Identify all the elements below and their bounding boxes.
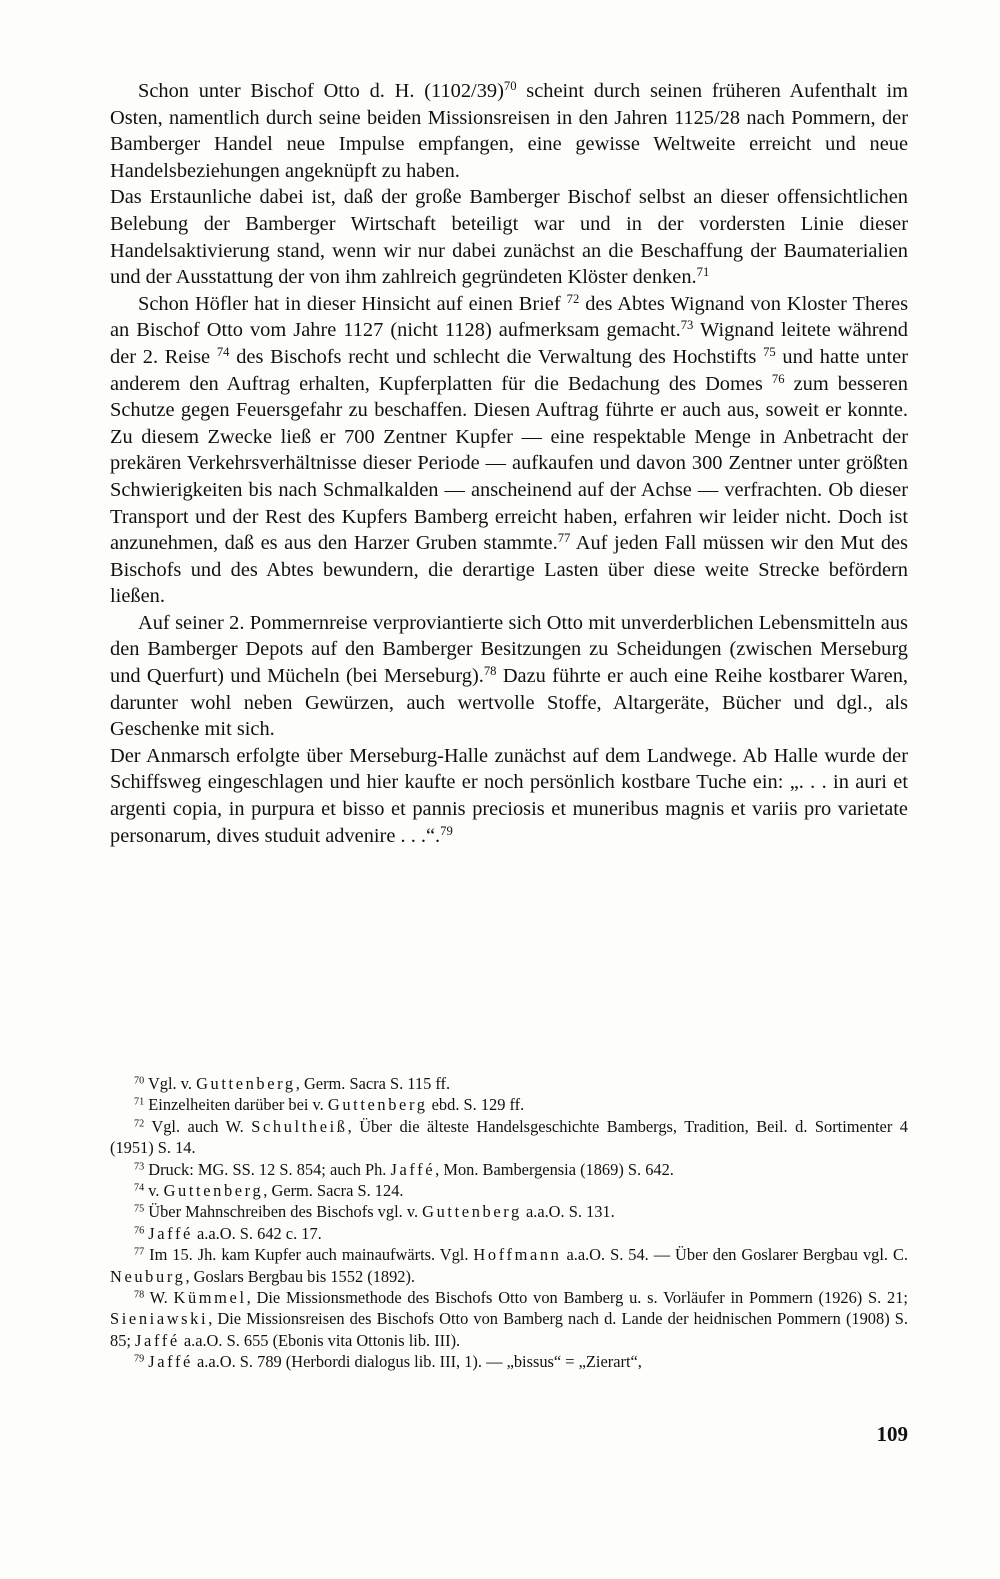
author-name: Neuburg <box>110 1266 186 1286</box>
footnote-78 <box>110 1287 908 1351</box>
author-name: Guttenberg <box>196 1074 296 1093</box>
footnote-text: Über Mahnschreiben des Bischofs vgl. v. <box>148 1202 423 1222</box>
footnote-text: , Germ. Sacra S. 115 ff. <box>295 1074 451 1093</box>
paragraph-1 <box>110 78 908 184</box>
text-run: Auf jeden Fall müssen wir den Mut des Bischofs und des Abtes bewundern, die derartige Lasten über diese weite Strecke befördern ließen. <box>110 532 908 608</box>
footnote-text: , Germ. Sacra S. 124. <box>263 1181 404 1201</box>
author-name: Jaffé <box>390 1159 436 1179</box>
footnote-ref-76: 76 <box>771 371 785 386</box>
footnote-number: 71 <box>134 1096 145 1108</box>
footnote-text: , Über die älteste Handelsgeschichte Bambergs, Tradition, Beil. d. Sortimenter 4 (1951) S. 14. <box>110 1116 908 1158</box>
footnote-number: 76 <box>134 1225 145 1237</box>
footnote-77 <box>110 1244 908 1287</box>
text-run: Schon Höfler hat in dieser Hinsicht auf einen Brief <box>138 292 567 315</box>
footnote-text: a.a.O. S. 54. — Über den Goslarer Bergbau vgl. C. <box>561 1245 908 1265</box>
footnote-text: v. <box>148 1181 164 1201</box>
footnote-ref-74: 74 <box>216 344 230 359</box>
text-run: Auf seiner 2. Pommernreise verproviantierte sich Otto mit unverderblichen Lebensmitteln aus den Bamberger Depots auf den Bamberger Besitzungen zu Scheidungen (zwischen Merseburg und Querfurt) und Mücheln (bei Merseburg). <box>110 611 908 688</box>
paragraph-3 <box>110 291 908 610</box>
footnote-text: Vgl. v. <box>147 1074 197 1093</box>
text-run: Der Anmarsch erfolgte über Merseburg-Halle zunächst auf dem Landwege. Ab Halle wurde der Schiffsweg eingeschlagen und hier kaufte er noch persönlich kostbare Tuche ein: „. . . in auri et argenti copia, in purpura et bisso et pannis preciosis et muneribus magnis et variis pro varietate personarum, dives studuit advenire . . .“. <box>110 744 908 847</box>
text-run: und hatte unter anderem den Auftrag erhalten, Kupferplatten für die Bedachung des Domes <box>110 345 908 395</box>
text-run: Dazu führte er auch eine Reihe kostbarer Waren, darunter wohl neben Gewürzen, auch wertvolle Stoffe, Altargeräte, Bücher und dgl., als Geschenke mit sich. <box>110 665 908 741</box>
text-run: des Bischofs recht und schlecht die Verwaltung des Hochstifts <box>229 345 764 368</box>
footnote-ref-78: 78 <box>483 664 497 679</box>
text-run: Schon unter Bischof Otto d. H. (1102/39) <box>138 80 504 102</box>
footnote-text: , Die Missionsreisen des Bischofs Otto von Bamberg nach d. Lande der heidnischen Pommern (1908) S. 85; <box>110 1309 908 1350</box>
author-name: Kümmel <box>173 1288 247 1308</box>
footnote-text: , Mon. Bambergensia (1869) S. 642. <box>435 1159 674 1179</box>
main-text <box>110 78 908 849</box>
footnotes <box>110 1073 908 1373</box>
footnote-text: a.a.O. S. 655 (Ebonis vita Ottonis lib. III). <box>179 1330 461 1350</box>
author-name: Jaffé <box>135 1330 180 1350</box>
footnote-number: 73 <box>134 1161 145 1173</box>
paragraph-4 <box>110 610 908 743</box>
author-name: Hoffmann <box>473 1245 562 1265</box>
footnote-text: Einzelheiten darüber bei v. <box>148 1095 328 1115</box>
footnote-text: a.a.O. S. 131. <box>521 1202 615 1222</box>
footnote-number: 78 <box>134 1289 145 1301</box>
footnote-71 <box>110 1094 908 1115</box>
author-name: Jaffé <box>148 1223 193 1243</box>
paragraph-5 <box>110 743 908 849</box>
text-run: Wignand leitete während der 2. Reise <box>110 319 908 368</box>
author-name: Schultheiß <box>251 1116 348 1136</box>
text-run: scheint durch seinen früheren Aufenthalt im Osten, namentlich durch seine beiden Missionsreisen in den Jahren 1125/28 nach Pommern, der Bamberger Handel neue Impulse empfangen, eine gewisse Weltweite erreicht und neue Handelsbeziehungen angeknüpft zu haben. <box>110 80 908 182</box>
footnote-text: Im 15. Jh. kam Kupfer auch mainaufwärts. Vgl. <box>149 1245 474 1265</box>
footnote-ref-79: 79 <box>440 823 453 838</box>
footnote-number: 79 <box>134 1353 145 1365</box>
author-name: Guttenberg <box>422 1202 522 1222</box>
footnote-text: ebd. S. 129 ff. <box>427 1095 525 1115</box>
footnote-76 <box>110 1223 908 1244</box>
text-run: zum besseren Schutze gegen Feuersgefahr zu beschaffen. Diesen Auftrag führte er auch aus, soweit er konnte. Zu diesem Zwecke ließ er 700 Zentner Kupfer — eine respektable Menge in Anbetracht der prekären Verkehrsverhältnisse dieser Periode — aufkaufen und davon 300 Zentner unter größten Schwierigkeiten bis nach Schmalkalden — anscheinend auf der Achse — verfrachten. Ob dieser Transport und der Rest des Kupfers Bamberg erreicht haben, erfahren wir leider nicht. Doch ist anzunehmen, daß es aus den Harzer Gruben stammte. <box>110 372 908 555</box>
footnote-ref-70: 70 <box>503 79 517 94</box>
footnote-number: 70 <box>134 1075 145 1087</box>
footnote-text: , Goslars Bergbau bis 1552 (1892). <box>185 1266 416 1286</box>
footnote-text: a.a.O. S. 642 c. 17. <box>192 1223 322 1243</box>
footnote-79 <box>110 1351 908 1372</box>
footnote-70 <box>110 1073 908 1094</box>
footnote-ref-71: 71 <box>696 265 710 280</box>
footnote-ref-72: 72 <box>566 291 580 306</box>
footnote-text: Vgl. auch W. <box>151 1116 252 1136</box>
footnote-number: 77 <box>134 1246 145 1258</box>
author-name: Jaffé <box>148 1352 193 1372</box>
author-name: Guttenberg <box>163 1181 264 1201</box>
footnote-text: Druck: MG. SS. 12 S. 854; auch Ph. <box>148 1159 391 1179</box>
footnote-ref-75: 75 <box>763 344 776 359</box>
footnote-text: a.a.O. S. 789 (Herbordi dialogus lib. III, 1). — „bissus“ = „Zierart“, <box>192 1352 642 1372</box>
footnote-number: 72 <box>134 1118 145 1130</box>
footnote-72 <box>110 1116 908 1159</box>
footnote-ref-77: 77 <box>557 531 571 546</box>
footnote-74 <box>110 1180 908 1201</box>
footnote-73 <box>110 1159 908 1180</box>
footnote-number: 75 <box>134 1203 145 1215</box>
footnote-75 <box>110 1201 908 1222</box>
page-number: 109 <box>876 1422 908 1446</box>
text-run: des Abtes Wignand von Kloster Theres an Bischof Otto vom Jahre 1127 (nicht 1128) aufmerksam gemacht. <box>110 292 909 342</box>
footnote-text: W. <box>149 1288 174 1308</box>
footnote-ref-73: 73 <box>680 318 694 333</box>
author-name: Sieniawski <box>110 1309 209 1329</box>
footnote-text: , Die Missionsmethode des Bischofs Otto von Bamberg u. s. Vorläufer in Pommern (1926) S. 21; <box>246 1288 908 1308</box>
author-name: Guttenberg <box>327 1095 428 1115</box>
paragraph-2 <box>110 184 908 290</box>
footnote-number: 74 <box>134 1182 145 1194</box>
text-run: Das Erstaunliche dabei ist, daß der große Bamberger Bischof selbst an dieser offensichtlichen Belebung der Bamberger Wirtschaft beteiligt war und in der vordersten Linie dieser Handelsaktivierung stand, wenn wir nur dabei zunächst an die Beschaffung der Baumaterialien und der Ausstattung der von ihm zahlreich gegründeten Klöster denken. <box>110 186 908 289</box>
